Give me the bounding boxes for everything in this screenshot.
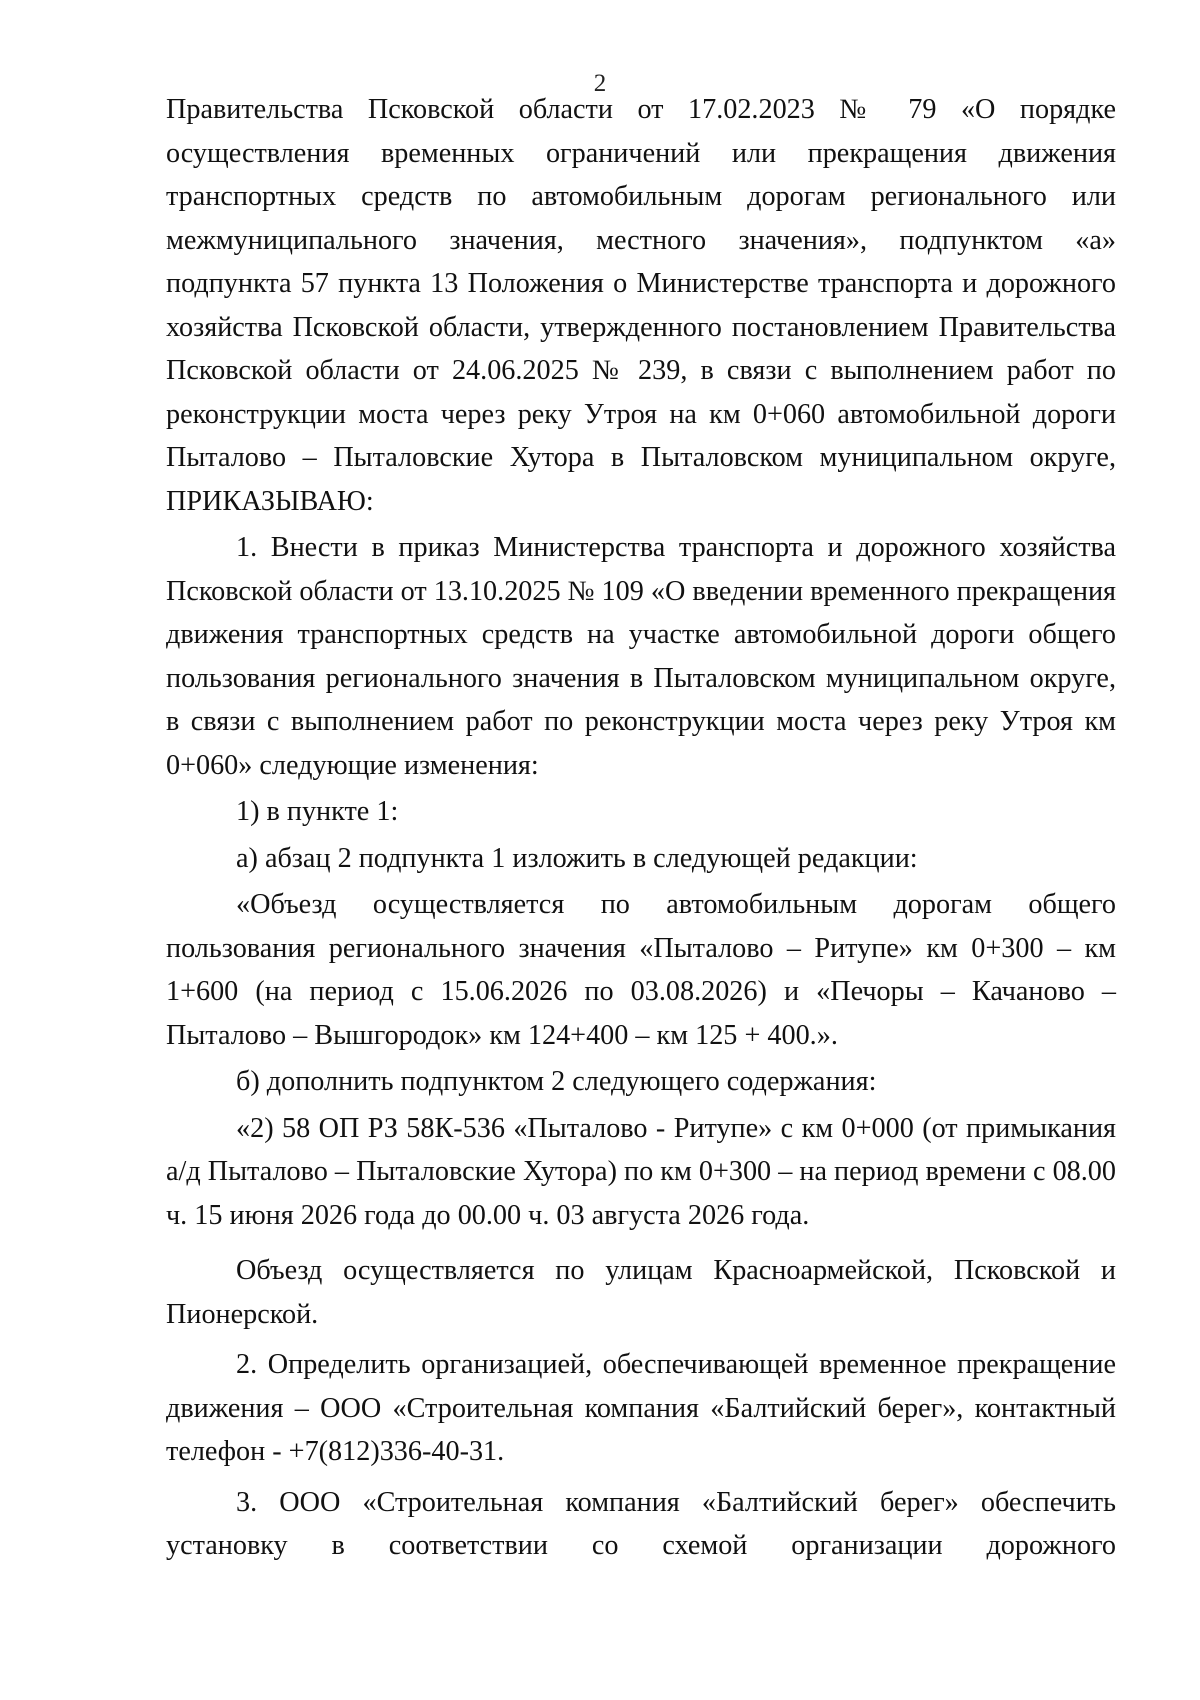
paragraph-detour-streets: Объезд осуществляется по улицам Красноармейской, Псковской и Пионерской. [166, 1255, 1116, 1330]
paragraph-subitem-1: 1) в пункте 1: [236, 796, 399, 827]
paragraph-detour-text: «Объезд осуществляется по автомобильным дорогам общего пользования регионального значения «Пыталово – Ритупе» км 0+300 – км 1+600 (на период с 15.06.2026 по 03.08.2026) и «Печоры – Качаново – Пыталово – Вышгородок» км 124+400 – км 125 + 400.». [166, 889, 1116, 1051]
paragraph-subpoint-2: «2) 58 ОП РЗ 58К-536 «Пыталово - Ритупе» с км 0+000 (от примыкания а/д Пыталово – Пыталовские Хутора) по км 0+300 – на период времени с 08.00 ч. 15 июня 2026 года до 00.00 ч. 03 августа 2026 года. [166, 1112, 1116, 1231]
document-body [166, 88, 1116, 1568]
paragraph-item-2: 2. Определить организацией, обеспечивающей временное прекращение движения – ООО «Строительная компания «Балтийский берег», контактный телефон - +7(812)336-40-31. [166, 1349, 1116, 1467]
paragraph-preamble: Правительства Псковской области от 17.02.2023 № 79 «О порядке осуществления временных ограничений или прекращения движения транспортных средств по автомобильным дорогам регионального или межмуниципального значения, местного значения», подпунктом «а» подпункта 57 пункта 13 Положения о Министерстве транспорта и дорожного хозяйства Псковской области, утвержденного постановлением Правительства Псковской области от 24.06.2025 № 239, в связи с выполнением работ по реконструкции моста через реку Утроя на км 0+060 автомобильной дороги Пыталово – Пыталовские Хутора в Пыталовском муниципальном округе, ПРИКАЗЫВАЮ: [166, 94, 1116, 517]
paragraph-item-3: 3. ООО «Строительная компания «Балтийский берег» обеспечить установку в соответствии со схемой организации дорожного [166, 1486, 1116, 1561]
page-number: 2 [593, 70, 607, 97]
paragraph-subitem-a: а) абзац 2 подпункта 1 изложить в следующей редакции: [236, 842, 918, 874]
paragraph-subitem-b: б) дополнить подпунктом 2 следующего содержания: [236, 1066, 877, 1097]
paragraph-item-1: 1. Внести в приказ Министерства транспорта и дорожного хозяйства Псковской области от 13.10.2025 № 109 «О введении временного прекращения движения транспортных средств на участке автомобильной дороги общего пользования регионального значения в Пыталовском муниципальном округе, в связи с выполнением работ по реконструкции моста через реку Утроя км 0+060» следующие изменения: [166, 532, 1116, 781]
